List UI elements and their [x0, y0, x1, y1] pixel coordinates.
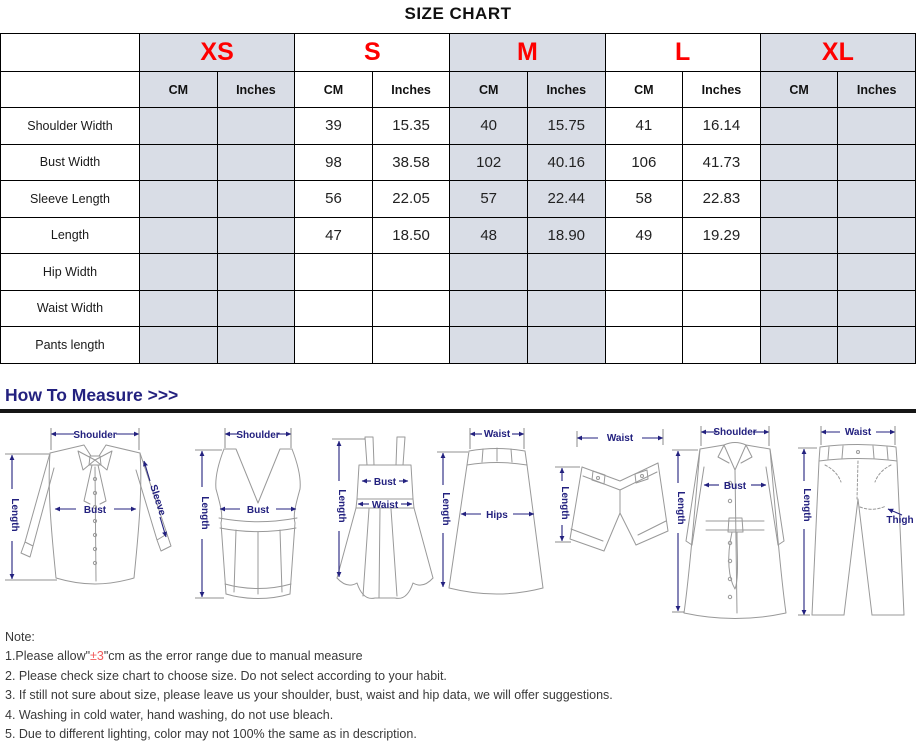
size-cell — [140, 290, 218, 327]
coat-figure — [671, 421, 796, 621]
size-cell — [140, 144, 218, 181]
size-cell — [450, 290, 528, 327]
blouse-sleeve-label: Sleeve — [147, 482, 168, 517]
size-cell — [217, 108, 295, 145]
row-label: Bust Width — [1, 144, 140, 181]
size-cell — [760, 217, 838, 254]
dress-waist-label: Waist — [372, 499, 399, 511]
shorts-outline — [570, 463, 668, 551]
size-cell: 16.14 — [683, 108, 761, 145]
size-col-header-s: S — [295, 34, 450, 72]
section-divider — [0, 409, 916, 413]
size-cell — [760, 144, 838, 181]
blouse-length-label: Length — [9, 497, 20, 532]
tolerance-value: ±3 — [90, 649, 104, 663]
blouse-figure — [0, 421, 190, 611]
size-cell — [295, 327, 373, 364]
row-label: Pants length — [1, 327, 140, 364]
corner-cell — [1, 72, 140, 108]
skirt-measurements — [437, 428, 534, 587]
coat-shoulder-label: Shoulder — [713, 426, 757, 438]
size-cell — [450, 327, 528, 364]
shorts-length-label: Length — [558, 485, 570, 520]
size-cell: 39 — [295, 108, 373, 145]
table-row — [1, 144, 916, 181]
blouse-bust-label: Bust — [83, 504, 107, 516]
size-cell — [683, 290, 761, 327]
unit-header-s-inches: Inches — [372, 72, 450, 108]
pants-length-label: Length — [800, 487, 812, 522]
page-title: SIZE CHART — [404, 4, 512, 23]
size-table — [0, 33, 916, 364]
shorts-figure — [546, 421, 671, 611]
size-cell — [217, 217, 295, 254]
row-label: Waist Width — [1, 290, 140, 327]
size-cell — [527, 290, 605, 327]
size-col-header-xl: XL — [760, 34, 915, 72]
size-cell — [838, 254, 916, 291]
size-cell: 58 — [605, 181, 683, 218]
tank-top-measurements — [195, 428, 296, 598]
coat-bust-label: Bust — [723, 480, 746, 492]
size-cell — [217, 327, 295, 364]
note-line-2: 2. Please check size chart to choose size. Do not select according to your habit. — [5, 668, 447, 683]
coat-outline — [684, 442, 786, 618]
size-cell: 18.50 — [372, 217, 450, 254]
skirt-figure — [435, 421, 545, 611]
unit-header-s-cm: CM — [295, 72, 373, 108]
table-row — [1, 181, 916, 218]
size-cell: 22.05 — [372, 181, 450, 218]
skirt-outline — [449, 448, 543, 594]
size-cell: 15.75 — [527, 108, 605, 145]
coat-length-label: Length — [674, 490, 686, 525]
row-label: Shoulder Width — [1, 108, 140, 145]
note-line-4: 4. Washing in cold water, hand washing, do not use bleach. — [5, 707, 334, 722]
size-cell: 102 — [450, 144, 528, 181]
measure-figures — [0, 421, 916, 621]
size-col-header-l: L — [605, 34, 760, 72]
pants-outline — [812, 444, 904, 615]
table-row — [1, 108, 916, 145]
blouse-shoulder-label: Shoulder — [73, 429, 117, 441]
corner-cell — [1, 34, 140, 72]
size-cell — [372, 290, 450, 327]
size-col-header-xs: XS — [140, 34, 295, 72]
note-line-1 — [5, 647, 916, 667]
pants-figure — [796, 421, 916, 621]
dress-figure — [325, 421, 435, 611]
unit-header-l-inches: Inches — [683, 72, 761, 108]
dress-outline — [337, 437, 433, 598]
size-cell — [372, 327, 450, 364]
size-cell — [838, 144, 916, 181]
note-line-5: 5. Due to different lighting, color may not 100% the same as in description. — [5, 727, 417, 741]
dress-bust-label: Bust — [374, 476, 397, 488]
size-cell — [605, 290, 683, 327]
size-cell — [140, 181, 218, 218]
table-row — [1, 327, 916, 364]
table-row — [1, 254, 916, 291]
tank-top-figure — [190, 421, 325, 611]
size-cell — [450, 254, 528, 291]
size-cell — [838, 290, 916, 327]
unit-header-l-cm: CM — [605, 72, 683, 108]
size-cell: 47 — [295, 217, 373, 254]
size-cell: 40.16 — [527, 144, 605, 181]
unit-header-xs-inches: Inches — [217, 72, 295, 108]
skirt-waist-label: Waist — [484, 428, 511, 440]
size-cell — [527, 254, 605, 291]
size-cell — [838, 217, 916, 254]
size-cell — [140, 217, 218, 254]
note-1-prefix: 1.Please allow" — [5, 649, 91, 663]
tank-length-label: Length — [199, 495, 211, 530]
pants-thigh-label: Thigh — [886, 514, 914, 526]
size-cell: 49 — [605, 217, 683, 254]
note-1-suffix: "cm as the error range due to manual measure — [103, 649, 363, 663]
row-label: Length — [1, 217, 140, 254]
unit-header-xl-inches: Inches — [838, 72, 916, 108]
size-cell — [838, 108, 916, 145]
size-cell: 41.73 — [683, 144, 761, 181]
size-cell: 56 — [295, 181, 373, 218]
row-label: Hip Width — [1, 254, 140, 291]
how-to-measure-heading: How To Measure >>> — [5, 384, 179, 405]
size-cell — [217, 181, 295, 218]
size-cell: 57 — [450, 181, 528, 218]
size-cell — [295, 254, 373, 291]
size-cell — [760, 327, 838, 364]
size-cell — [838, 181, 916, 218]
size-cell — [605, 254, 683, 291]
skirt-hips-label: Hips — [486, 509, 509, 521]
size-cell: 15.35 — [372, 108, 450, 145]
size-cell — [140, 254, 218, 291]
note-line-3: 3. If still not sure about size, please leave us your shoulder, bust, waist and hip data, we will offer suggestions. — [5, 688, 613, 702]
size-cell — [838, 327, 916, 364]
notes-heading: Note: — [5, 629, 35, 644]
size-cell — [217, 254, 295, 291]
tank-bust-label: Bust — [247, 504, 270, 516]
unit-header-xl-cm: CM — [760, 72, 838, 108]
size-cell — [527, 327, 605, 364]
size-cell — [140, 108, 218, 145]
table-row — [1, 290, 916, 327]
pants-waist-label: Waist — [844, 426, 872, 438]
size-cell — [372, 254, 450, 291]
size-cell — [295, 290, 373, 327]
row-label: Sleeve Length — [1, 181, 140, 218]
unit-header-m-cm: CM — [450, 72, 528, 108]
table-row — [1, 217, 916, 254]
size-cell — [683, 254, 761, 291]
coat-measurements — [672, 426, 769, 612]
size-cell: 48 — [450, 217, 528, 254]
size-cell — [760, 181, 838, 218]
size-cell — [760, 290, 838, 327]
size-cell: 18.90 — [527, 217, 605, 254]
size-cell — [217, 290, 295, 327]
size-cell — [605, 327, 683, 364]
tank-top-outline — [216, 449, 300, 599]
size-cell: 98 — [295, 144, 373, 181]
unit-header-xs-cm: CM — [140, 72, 218, 108]
size-cell: 106 — [605, 144, 683, 181]
size-cell — [760, 254, 838, 291]
shorts-waist-label: Waist — [606, 432, 633, 444]
size-cell: 38.58 — [372, 144, 450, 181]
tank-shoulder-label: Shoulder — [236, 429, 280, 441]
dress-length-label: Length — [336, 488, 348, 523]
size-cell — [140, 327, 218, 364]
size-cell: 22.83 — [683, 181, 761, 218]
size-cell — [217, 144, 295, 181]
size-cell: 41 — [605, 108, 683, 145]
skirt-length-label: Length — [440, 491, 452, 526]
size-cell — [683, 327, 761, 364]
unit-header-m-inches: Inches — [527, 72, 605, 108]
size-col-header-m: M — [450, 34, 605, 72]
size-cell — [760, 108, 838, 145]
size-cell: 40 — [450, 108, 528, 145]
size-cell: 19.29 — [683, 217, 761, 254]
notes-section — [5, 628, 916, 745]
size-cell: 22.44 — [527, 181, 605, 218]
